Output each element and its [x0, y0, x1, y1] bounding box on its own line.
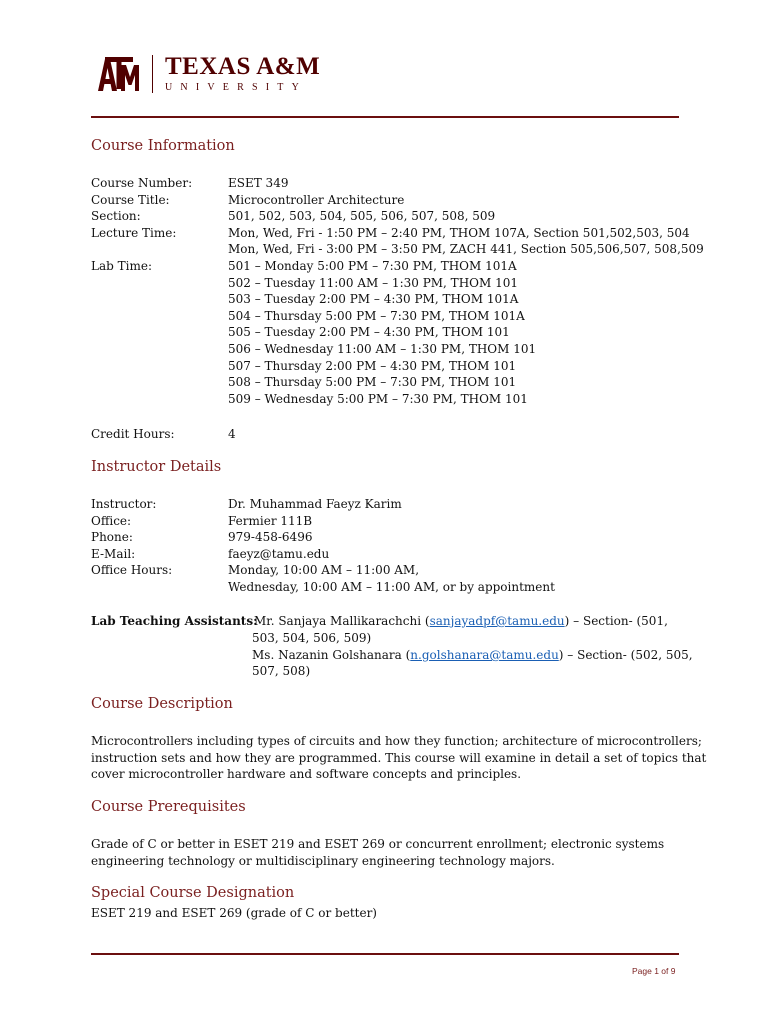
logo-university: UNIVERSITY	[165, 82, 307, 93]
ta2-email-link[interactable]: n.golshanara@tamu.edu	[410, 648, 559, 662]
special-designation-text	[91, 905, 691, 922]
field-value: 505 – Tuesday 2:00 PM – 4:30 PM, THOM 101	[228, 325, 510, 340]
tamu-logo	[96, 54, 320, 94]
course-description-line: instruction sets and how they are programmed. This course will examine in detail a set of topics that	[91, 750, 707, 765]
course-description-line: Microcontrollers including types of circuits and how they function; architecture of microcontrollers;	[91, 734, 702, 748]
field-label: Section:	[91, 209, 141, 224]
course-prerequisites-line: engineering technology or multidisciplinary engineering technology majors.	[91, 853, 555, 868]
field-value: 507 – Thursday 2:00 PM – 4:30 PM, THOM 101	[228, 358, 517, 373]
instructor-details-heading: Instructor Details	[91, 459, 222, 475]
course-description-heading: Course Description	[91, 696, 233, 712]
course-description-text	[91, 733, 707, 783]
course-prerequisites-line: Grade of C or better in ESET 219 and ESET 269 or concurrent enrollment; electronic systems	[91, 837, 665, 851]
logo-wordmark	[165, 54, 320, 94]
field-label: Lecture Time:	[91, 225, 177, 240]
special-designation-line: ESET 219 and ESET 269 (grade of C or better)	[91, 906, 377, 920]
field-value: 501, 502, 503, 504, 505, 506, 507, 508, 509	[228, 209, 496, 224]
field-label: Instructor:	[91, 497, 157, 511]
header-divider	[91, 116, 679, 118]
field-label: Office:	[91, 513, 132, 528]
ta1-line1	[254, 613, 668, 630]
lab-ta-label: Lab Teaching Assistants:	[91, 614, 258, 628]
field-value: 508 – Thursday 5:00 PM – 7:30 PM, THOM 101	[228, 375, 517, 390]
course-information-heading: Course Information	[91, 138, 235, 154]
field-value: 503 – Tuesday 2:00 PM – 4:30 PM, THOM 101A	[228, 292, 519, 307]
field-label: Course Number:	[91, 176, 193, 190]
ta1-section: ) – Section- (501,	[564, 614, 668, 628]
field-label: Office Hours:	[91, 563, 173, 578]
field-value: Mon, Wed, Fri - 3:00 PM – 3:50 PM, ZACH 441, Section 505,506,507, 508,509	[228, 242, 704, 257]
ta2-line2: 507, 508)	[252, 664, 311, 678]
field-value: 502 – Tuesday 11:00 AM – 1:30 PM, THOM 101	[228, 275, 518, 290]
footer-divider	[91, 953, 679, 955]
field-value: 501 – Monday 5:00 PM – 7:30 PM, THOM 101A	[228, 259, 517, 273]
field-label: Phone:	[91, 530, 133, 545]
ta2-section: ) – Section- (502, 505,	[558, 648, 693, 662]
logo-separator	[152, 55, 153, 93]
field-label: E-Mail:	[91, 546, 136, 561]
course-description-line: cover microcontroller hardware and software concepts and principles.	[91, 767, 522, 782]
field-value: Wednesday, 10:00 AM – 11:00 AM, or by appointment	[228, 580, 555, 594]
ta1-line2: 503, 504, 506, 509)	[252, 631, 372, 645]
course-prerequisites-text	[91, 836, 691, 869]
field-value: 506 – Wednesday 11:00 AM – 1:30 PM, THOM 101	[228, 342, 537, 356]
field-value: Fermier 111B	[228, 513, 313, 528]
credit-hours-value: 4	[228, 427, 236, 441]
ta2-line1	[252, 647, 693, 664]
field-value: Dr. Muhammad Faeyz Karim	[228, 497, 402, 511]
field-value: 509 – Wednesday 5:00 PM – 7:30 PM, THOM 101	[228, 391, 528, 406]
field-value: ESET 349	[228, 176, 289, 190]
logo-name: TEXAS A&M	[165, 53, 321, 80]
field-label: Lab Time:	[91, 259, 152, 273]
field-label: Course Title:	[91, 192, 170, 207]
course-prerequisites-heading: Course Prerequisites	[91, 799, 246, 815]
special-designation-heading: Special Course Designation	[91, 885, 295, 901]
field-value: 979-458-6496	[228, 530, 313, 545]
field-value: Microcontroller Architecture	[228, 192, 405, 207]
credit-hours-label: Credit Hours:	[91, 427, 175, 441]
page-number: Page 1 of 9	[632, 966, 676, 976]
field-value: Monday, 10:00 AM – 11:00 AM,	[228, 563, 420, 578]
atm-logo-icon	[96, 55, 142, 93]
field-value: 504 – Thursday 5:00 PM – 7:30 PM, THOM 101A	[228, 308, 525, 323]
ta2-name: Ms. Nazanin Golshanara (	[252, 648, 411, 662]
ta1-name: Mr. Sanjaya Mallikarachchi (	[254, 614, 430, 628]
field-value: faeyz@tamu.edu	[228, 546, 330, 561]
field-value: Mon, Wed, Fri - 1:50 PM – 2:40 PM, THOM 107A, Section 501,502,503, 504	[228, 225, 690, 240]
ta1-email-link[interactable]: sanjayadpf@tamu.edu	[429, 614, 565, 628]
